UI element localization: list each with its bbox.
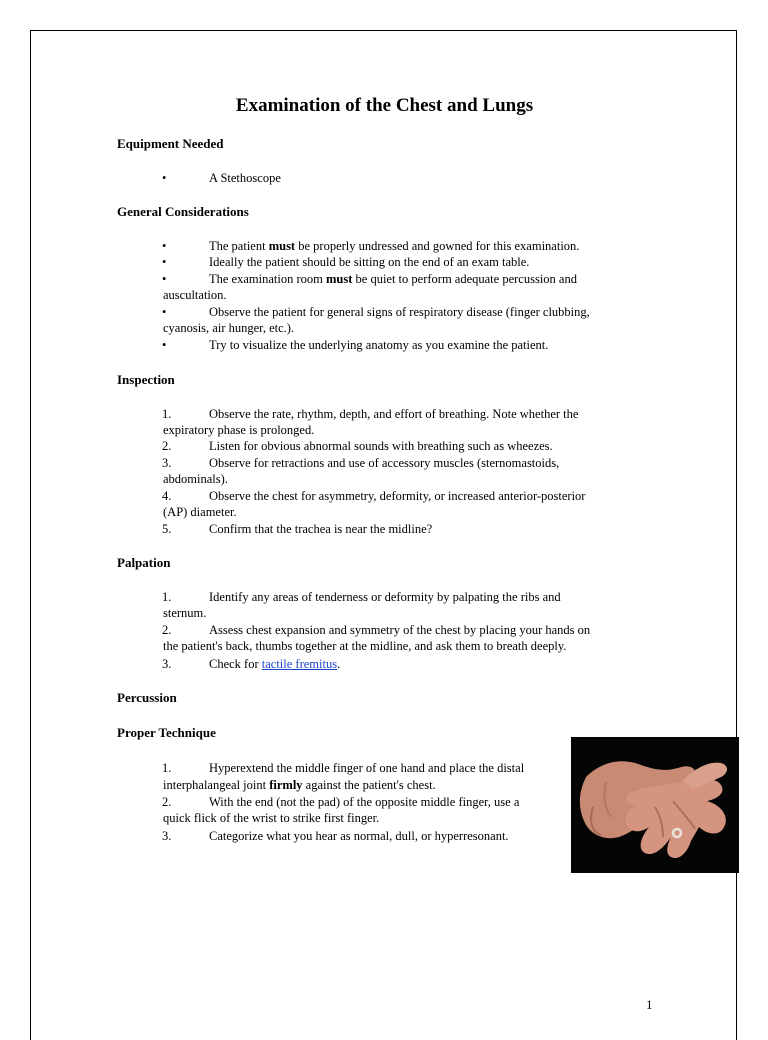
item-number: 2. [162,439,172,453]
heading-general-considerations: General Considerations [117,204,249,219]
item-number: 1. [162,761,172,775]
heading-palpation: Palpation [117,555,171,570]
item-number: 4. [162,489,172,503]
list-item-continuation: cyanosis, air hunger, etc.). [163,321,295,335]
list-item-continuation: quick flick of the wrist to strike first finger. [163,811,380,825]
list-item-continuation: sternum. [163,606,207,620]
item-number: 2. [162,795,172,809]
document-page: Examination of the Chest and Lungs Equipment Needed • A Stethoscope General Considerations • The patient must be properly undressed and gowned for this examination. • Ideally the patient should be sitting on the end of an exam table. • The examination room must be quiet to perform adequate percussion and auscultation. • Observe the patient for general signs of respiratory disease (finger clubbing, cyanosis, air hunger, etc.). • Try to visualize the underlying anatomy as you examine the patient. Inspection 1. Observe the rate, rhythm, depth, and effort of breathing. Note whether the expiratory phase is prolonged. 2. Listen for obvious abnormal sounds with breathing such as wheezes. 3. Observe for retractions and use of accessory muscles (sternomastoids, abdominals). 4. Observe the chest for asymmetry, deformity, or increased anterior-posterior (AP) diameter. 5. Confirm that the trachea is near the midline? Palpation 1. Identify any areas of tenderness or deformity by palpating the ribs and sternum. 2. Assess chest expansion and symmetry of the chest by placing your hands on the patient's back, thumbs together at the midline, and ask them to breath deeply. 3. Check for tactile fremitus. Percussion Proper Technique 1. Hyperextend the middle finger of one hand and place the distal interphalangeal joint firmly against the patient's chest. 2. With the end (not the pad) of the opposite middle finger, use a quick flick of the wrist to strike first finger. 3. Categorize what you hear as normal, dull, or hyperresonant. 1 [30,30,737,1040]
item-number: 1. [162,590,172,604]
hands-illustration [571,737,739,873]
bullet: • [162,255,167,269]
page-number: 1 [646,997,653,1012]
tactile-fremitus-link[interactable]: tactile fremitus [261,657,338,671]
list-item-continuation: the patient's back, thumbs together at the midline, and ask them to breath deeply. [163,639,567,653]
bullet: • [162,338,167,352]
heading-inspection: Inspection [117,372,175,387]
list-item-continuation: (AP) diameter. [163,505,237,519]
bullet: • [162,239,167,253]
item-number: 5. [162,522,172,536]
item-number: 3. [162,456,172,470]
item-number: 2. [162,623,172,637]
document-title: Examination of the Chest and Lungs [235,95,534,116]
item-number: 3. [162,829,172,843]
list-item-continuation: expiratory phase is prolonged. [163,423,315,437]
heading-equipment: Equipment Needed [117,136,224,151]
percussion-technique-photo [571,737,739,873]
item-number: 1. [162,407,172,421]
bullet: • [162,171,167,185]
bullet: • [162,305,167,319]
list-item-continuation: abdominals). [163,472,228,486]
item-number: 3. [162,657,172,671]
heading-percussion: Percussion [117,690,177,705]
list-item-continuation: interphalangeal joint firmly against the patient's chest. [163,778,436,792]
heading-proper-technique: Proper Technique [117,725,216,740]
list-item-continuation: auscultation. [163,288,227,302]
bullet: • [162,272,167,286]
